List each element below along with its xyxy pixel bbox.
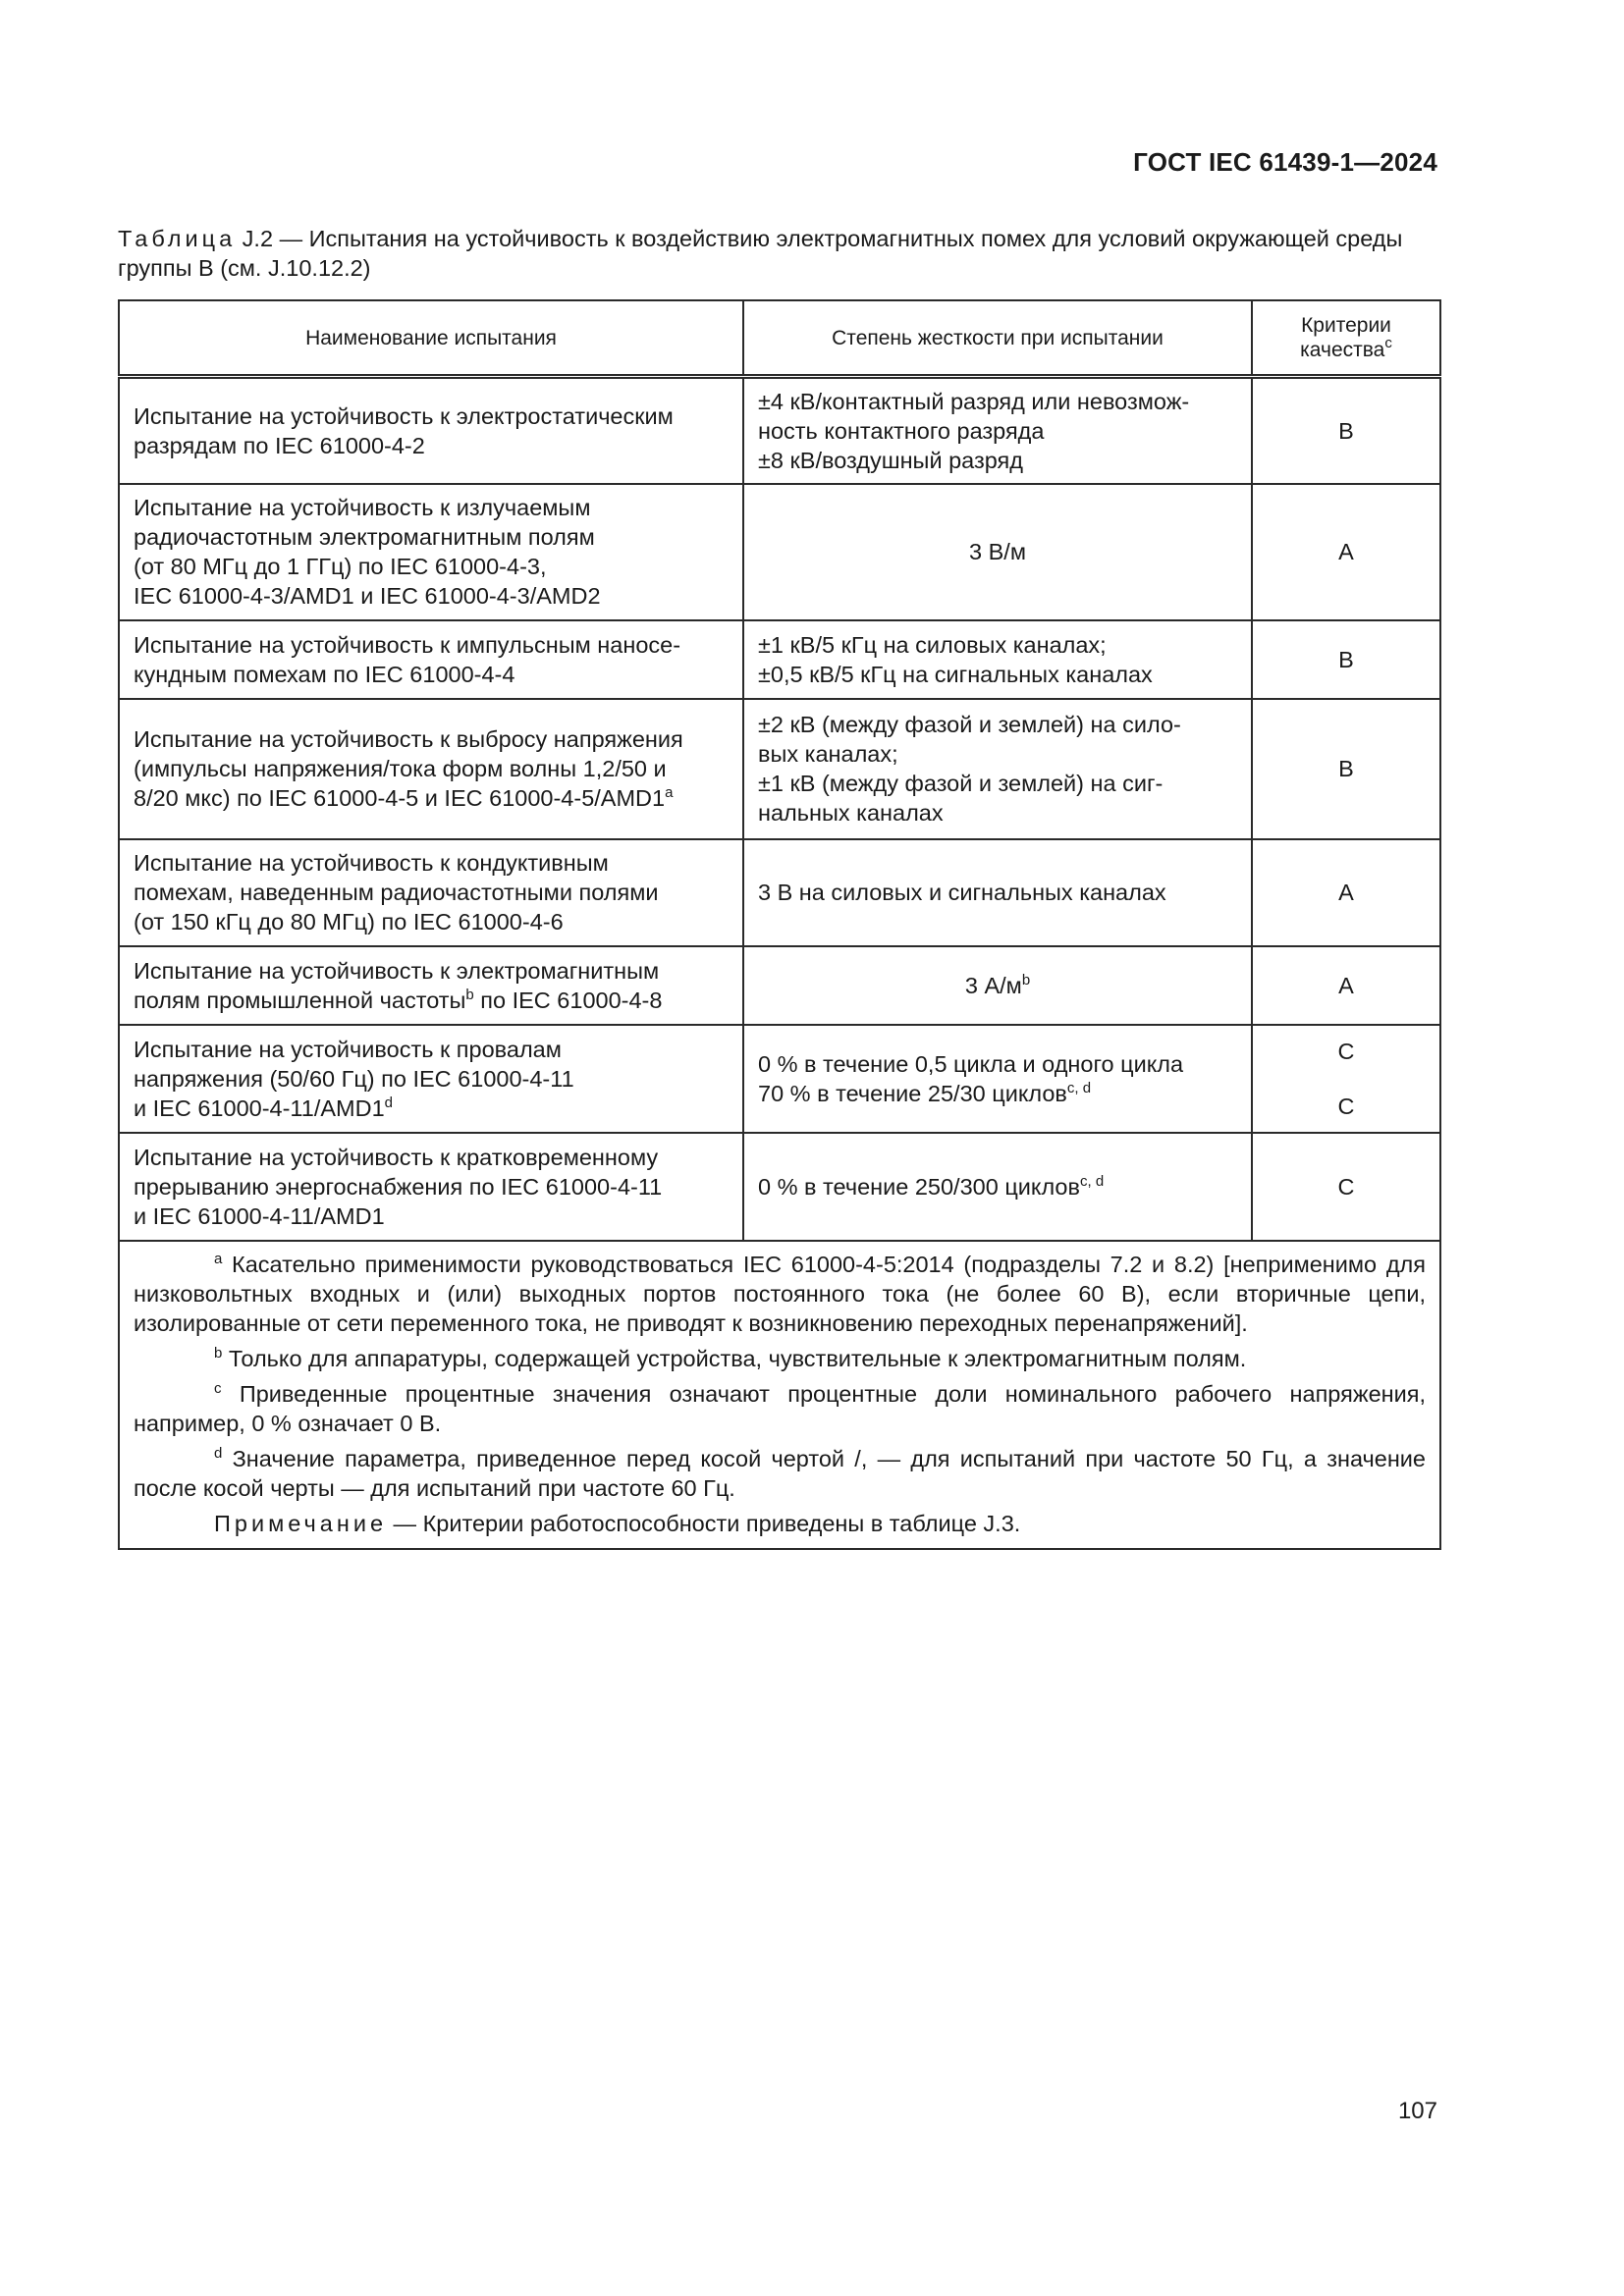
footnote-a [134, 1250, 1426, 1338]
cell-severity [743, 946, 1252, 1025]
footnotes-cell [119, 1241, 1440, 1549]
cell-criteria: A [1252, 484, 1440, 620]
footnote-ref: b [1021, 971, 1031, 988]
cell-criteria: A [1252, 839, 1440, 946]
cell-severity [743, 1025, 1252, 1133]
table-row [119, 377, 1440, 484]
line: (от 80 МГц до 1 ГГц) по IEC 61000-4-3, [134, 554, 547, 579]
cell-test-name [119, 620, 743, 699]
line [134, 783, 729, 813]
line-text: 8/20 мкс) по IEC 61000-4-5 и IEC 61000-4-5/AMD1 [134, 785, 666, 811]
line: прерыванию энергоснабжения по IEC 61000-4-11 [134, 1173, 663, 1200]
line: Испытание на устойчивость к импульсным наносе- [134, 631, 681, 658]
line: разрядам по IEC 61000-4-2 [134, 432, 425, 458]
footnote-ref: a [665, 784, 674, 801]
line: и IEC 61000-4-11/AMD1 [134, 1202, 385, 1229]
line: ±2 кВ (между фазой и землей) на сило- [758, 712, 1181, 737]
table-row [119, 620, 1440, 699]
footnote-mark: a [214, 1250, 223, 1267]
line-text: 70 % в течение 25/30 циклов [758, 1080, 1067, 1106]
line: помехам, наведенным радиочастотными полями [134, 880, 659, 905]
line: кундным помехам по IEC 61000-4-4 [134, 661, 515, 687]
footnote-ref: c, d [1066, 1079, 1092, 1096]
line-text: по IEC 61000-4-8 [473, 987, 663, 1013]
footnote-ref: b [465, 986, 474, 1003]
cell-severity: 3 В/м [743, 484, 1252, 620]
table-row [119, 946, 1440, 1025]
footnote-mark: d [214, 1444, 223, 1462]
line: Испытание на устойчивость к излучаемым [134, 495, 591, 520]
table-row [119, 1133, 1440, 1241]
cell-severity [743, 620, 1252, 699]
cell-test-name [119, 699, 743, 839]
line: напряжения (50/60 Гц) по IEC 61000-4-11 [134, 1065, 574, 1092]
line: (от 150 кГц до 80 МГц) по IEC 61000-4-6 [134, 909, 564, 934]
line: Испытание на устойчивость к кондуктивным [134, 850, 609, 876]
document-id: ГОСТ IEC 61439-1—2024 [1133, 147, 1437, 177]
header-criteria [1252, 300, 1440, 377]
cell-criteria: B [1252, 377, 1440, 484]
line: Испытание на устойчивость к кратковременному [134, 1144, 659, 1170]
severity-text: 0 % в течение 250/300 циклов [758, 1173, 1080, 1200]
cell-severity [743, 377, 1252, 484]
line: ±1 кВ/5 кГц на силовых каналах; [758, 631, 1107, 658]
line [134, 1094, 729, 1123]
footnote-ref: d [384, 1094, 393, 1111]
footnote-d [134, 1444, 1426, 1503]
footnote-mark: b [214, 1344, 223, 1362]
line: (импульсы напряжения/тока форм волны 1,2/50 и [134, 756, 667, 781]
caption-label: Таблица [118, 226, 237, 251]
cell-severity [743, 699, 1252, 839]
line: IEC 61000-4-3/AMD1 и IEC 61000-4-3/AMD2 [134, 583, 601, 609]
cell-criteria: B [1252, 699, 1440, 839]
table-caption [118, 224, 1438, 283]
note-label: Примечание [214, 1510, 388, 1536]
footnote-text: Приведенные процентные значения означают процентные доли номинального рабочего напряжения, например, 0 % означает 0 В. [134, 1380, 1426, 1436]
line: Испытание на устойчивость к электростатическим [134, 402, 674, 429]
line: радиочастотным электромагнитным полям [134, 524, 595, 550]
header-criteria-label: Критерии качества [1300, 314, 1391, 361]
line: ±1 кВ (между фазой и землей) на сиг- [758, 771, 1164, 796]
line: 0 % в течение 0,5 цикла и одного цикла [758, 1050, 1184, 1077]
line: Испытание на устойчивость к электромагнитным [134, 957, 660, 984]
cell-criteria: A [1252, 946, 1440, 1025]
cell-test-name [119, 839, 743, 946]
cell-severity: 3 В на силовых и сигнальных каналах [743, 839, 1252, 946]
page-number: 107 [1397, 2098, 1437, 2124]
line: нальных каналах [758, 800, 944, 826]
footnotes-row [119, 1241, 1440, 1549]
footnote-ref: c, d [1079, 1172, 1105, 1190]
cell-test-name [119, 377, 743, 484]
line: ±8 кВ/воздушный разряд [758, 447, 1023, 473]
cell-test-name [119, 1133, 743, 1241]
line: ность контактного разряда [758, 417, 1045, 444]
cell-criteria: C [1252, 1133, 1440, 1241]
footnote-b [134, 1344, 1426, 1373]
line: Испытание на устойчивость к выбросу напряжения [134, 726, 683, 752]
cell-test-name [119, 484, 743, 620]
table-row [119, 484, 1440, 620]
line: ±4 кВ/контактный разряд или невозмож- [758, 388, 1190, 414]
table-row [119, 839, 1440, 946]
caption-text: J.2 — Испытания на устойчивость к воздействию электромагнитных помех для условий окружающей среды группы В (см. J.10.12.2) [118, 226, 1403, 281]
header-severity: Степень жесткости при испытании [743, 300, 1252, 377]
table-header-row [119, 300, 1440, 377]
header-test-name: Наименование испытания [119, 300, 743, 377]
footnote-text: Только для аппаратуры, содержащей устройства, чувствительные к электромагнитным полям. [222, 1345, 1247, 1371]
line: вых каналах; [758, 741, 898, 767]
line [134, 986, 729, 1015]
severity-text: 3 А/м [964, 972, 1022, 998]
criteria-value: C [1337, 1093, 1355, 1119]
note-text: — Критерии работоспособности приведены в таблице J.3. [387, 1510, 1021, 1536]
table-row [119, 1025, 1440, 1133]
line [758, 1079, 1237, 1108]
criteria-stack [1267, 1037, 1426, 1121]
cell-severity [743, 1133, 1252, 1241]
footnote-text: Касательно применимости руководствоваться IEC 61000-4-5:2014 (подразделы 7.2 и 8.2) [неприменимо для низковольтных входных и (или) выходных портов постоянного тока (не более 60 В), если вторичные цепи, изолированные от сети переменного тока, не приводят к возникновению переходных перенапряжений]. [134, 1251, 1426, 1336]
line: Испытание на устойчивость к провалам [134, 1036, 562, 1062]
cell-test-name [119, 946, 743, 1025]
table-note [134, 1509, 1426, 1538]
footnote-text: Значение параметра, приведенное перед косой чертой /, — для испытаний при частоте 50 Гц, а значение после косой черты — для испытаний при частоте 60 Гц. [134, 1445, 1426, 1501]
header-criteria-sup: c [1384, 335, 1392, 351]
line-text: и IEC 61000-4-11/AMD1 [134, 1095, 385, 1121]
footnote-c [134, 1379, 1426, 1438]
footnote-mark: c [214, 1379, 222, 1397]
cell-criteria [1252, 1025, 1440, 1133]
line-text: полям промышленной частоты [134, 987, 466, 1013]
emc-test-table [118, 299, 1441, 1550]
cell-test-name [119, 1025, 743, 1133]
line: ±0,5 кВ/5 кГц на сигнальных каналах [758, 661, 1153, 687]
cell-criteria: B [1252, 620, 1440, 699]
criteria-value: C [1337, 1038, 1355, 1064]
table-row [119, 699, 1440, 839]
